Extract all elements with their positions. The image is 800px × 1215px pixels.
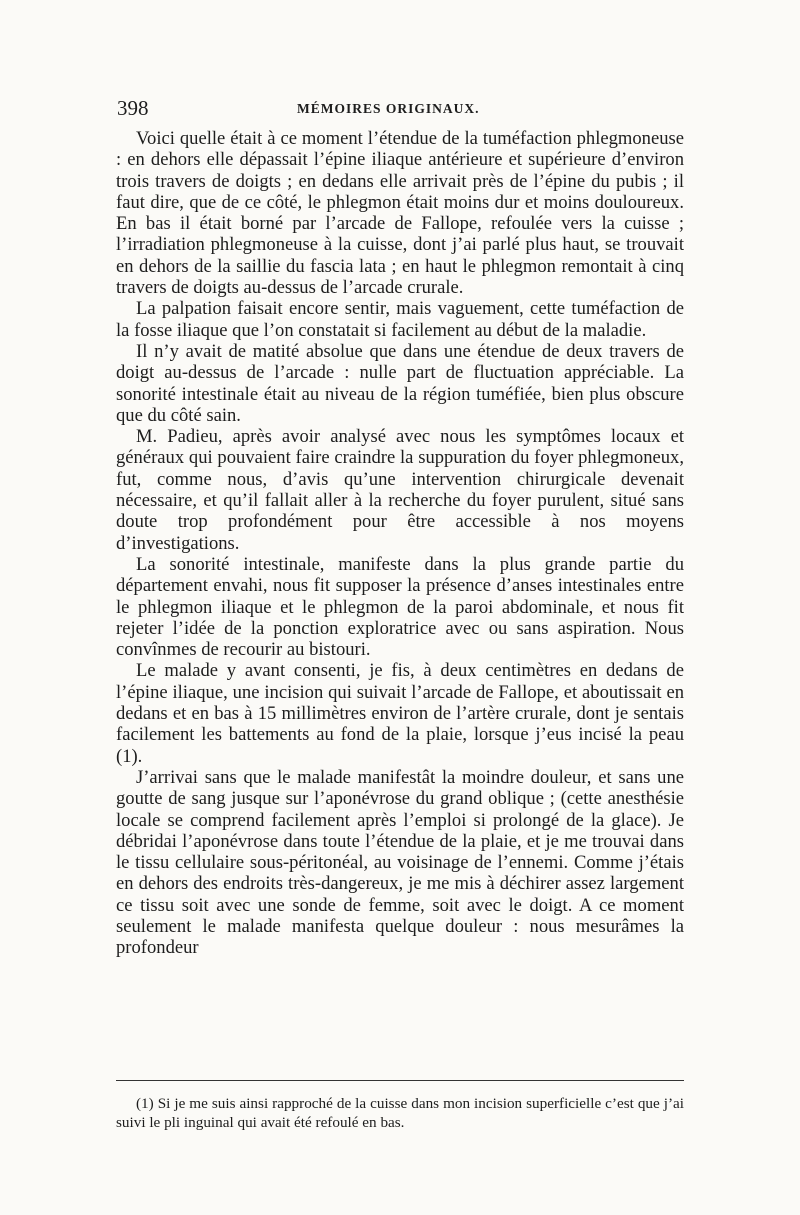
footnote [116, 1094, 684, 1132]
paragraph-2: La palpation faisait encore sentir, mais vaguement, cette tuméfaction de la fosse iliaque que l’on constatait si facilement au début de la maladie. [116, 298, 684, 341]
paragraph-7: J’arrivai sans que le malade manifestât la moindre douleur, et sans une goutte de sang jusque sur l’aponévrose du grand oblique ; (cette anesthésie locale se comprend facilement après l’emploi si prolongé de la glace). Je débridai l’aponévrose dans toute l’étendue de la plaie, et je me trouvai dans le tissu cellulaire sous-péritonéal, au voisinage de l’ennemi. Comme j’étais en dehors des endroits très-dangereux, je me mis à déchirer assez largement ce tissu soit avec une sonde de femme, soit avec le doigt. A ce moment seulement le malade manifesta quelque douleur : nous mesurâmes la profondeur [116, 766, 684, 959]
page-header [117, 96, 687, 120]
footnote-text: (1) Si je me suis ainsi rapproché de la cuisse dans mon incision superficielle c’est que j’ai suivi le pli inguinal qui avait été refoulé en bas. [116, 1095, 684, 1131]
running-head: MÉMOIRES ORIGINAUX. [297, 101, 480, 116]
paragraph-3: Il n’y avait de matité absolue que dans une étendue de deux travers de doigt au-dessus de l’arcade : nulle part de fluctuation appréciable. La sonorité intestinale était au niveau de la région tuméfiée, bien plus obscure que du côté sain. [116, 340, 684, 426]
page-number: 398 [117, 96, 149, 120]
paragraph-4: M. Padieu, après avoir analysé avec nous les symptômes locaux et généraux qui pouvaient faire craindre la suppuration du foyer phlegmoneux, fut, comme nous, d’avis qu’une intervention chirurgicale devenait nécessaire, et qu’il fallait aller à la recherche du foyer purulent, situé sans doute trop profondément pour être accessible à nos moyens d’investigations. [116, 426, 684, 554]
footnote-separator [116, 1080, 684, 1081]
paragraph-6: Le malade y avant consenti, je fis, à deux centimètres en dedans de l’épine iliaque, une incision qui suivait l’arcade de Fallope, et aboutissait en dedans et en bas à 15 millimètres environ de l’artère crurale, dont je sentais facilement les battements au fond de la plaie, lorsque j’eus incisé la peau (1). [116, 660, 684, 767]
paragraph-5: La sonorité intestinale, manifeste dans la plus grande partie du département envahi, nous fit supposer la présence d’anses intestinales entre le phlegmon iliaque et le phlegmon de la paroi abdominale, et nous fit rejeter l’idée de la ponction exploratrice avec ou sans aspiration. Nous convînmes de recourir au bistouri. [116, 553, 684, 661]
body-text [116, 128, 684, 959]
paragraph-1: Voici quelle était à ce moment l’étendue de la tuméfaction phlegmoneuse : en dehors elle dépassait l’épine iliaque antérieure et supérieure d’environ trois travers de doigts ; en dedans elle arrivait près de l’épine du pubis ; il faut dire, que de ce côté, le phlegmon était moins dur et moins douloureux. En bas il était borné par l’arcade de Fallope, refoulée vers la cuisse ; l’irradiation phlegmoneuse à la cuisse, dont j’ai parlé plus haut, se trouvait en dehors de la saillie du fascia lata ; en haut le phlegmon remontait à cinq travers de doigts au-dessus de l’arcade crurale. [116, 128, 684, 299]
